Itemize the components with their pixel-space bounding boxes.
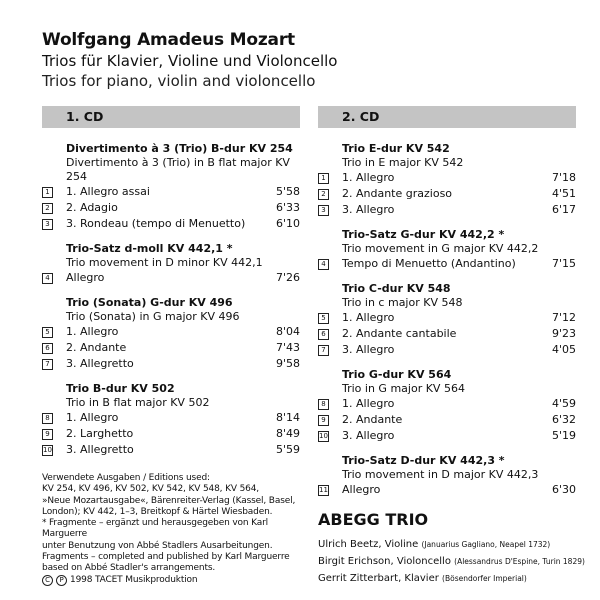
cd2-works [318,142,576,498]
work-title: Trio (Sonata) G-dur KV 496 [66,296,233,309]
track-row [42,184,300,200]
track-duration: 7'15 [551,257,576,270]
work-title: Trio C-dur KV 548 [342,282,451,295]
cd1-column [42,106,300,458]
work-title: Trio E-dur KV 542 [342,142,450,155]
track-number-box: 6 [318,329,329,340]
work-group [42,296,300,372]
notes-line: unter Benutzung von Abbé Stadlers Ausarbeitungen. [42,540,273,551]
track-row [42,442,300,458]
track-duration: 8'14 [275,411,300,424]
work-title: Trio B-dur KV 502 [66,382,175,395]
track-title: Allegro [342,483,381,496]
track-title: 1. Allegro [66,325,119,338]
track-title: Tempo di Menuetto (Andantino) [342,257,516,270]
track-title: 1. Allegro [342,171,395,184]
player-line [318,570,588,587]
track-title: 2. Adagio [66,201,118,214]
work-title: Divertimento à 3 (Trio) B-dur KV 254 [66,142,293,155]
track-number-box: 5 [318,313,329,324]
work-title: Trio-Satz D-dur KV 442,3 * [342,454,505,467]
track-row [318,482,576,498]
track-number-box: 1 [318,173,329,184]
track-title: 2. Andante grazioso [342,187,453,200]
track-duration: 7'12 [551,311,576,324]
track-duration: 8'04 [275,325,300,338]
notes-line: Fragments – completed and published by Karl Marguerre [42,552,290,563]
track-duration: 4'59 [551,397,576,410]
track-number-box: 6 [42,343,53,354]
work-title: Trio G-dur KV 564 [342,368,452,381]
player-name: Ulrich Beetz, Violine [318,539,419,550]
cd2-column [318,106,576,498]
notes-line: KV 254, KV 496, KV 502, KV 542, KV 548, KV 564, [42,484,260,495]
work-group [318,228,576,272]
track-row [42,410,300,426]
track-duration: 6'33 [275,201,300,214]
track-duration: 7'18 [551,171,576,184]
track-row [42,426,300,442]
track-title: 3. Allegretto [66,357,134,370]
track-row [318,342,576,358]
work-subtitle: Trio in G major KV 564 [342,382,465,395]
track-number-box: 9 [318,415,329,426]
track-number-box: 2 [318,189,329,200]
track-title: 2. Andante [66,341,127,354]
track-duration: 5'59 [275,443,300,456]
composer-name: Wolfgang Amadeus Mozart [42,30,295,50]
work-group [42,382,300,458]
track-duration: 4'51 [551,187,576,200]
phonogram-icon: P [56,575,67,586]
track-duration: 6'32 [551,413,576,426]
track-number-box: 9 [42,429,53,440]
cd1-label: 1. CD [42,106,300,128]
track-number-box: 4 [42,273,53,284]
notes-line: »Neue Mozartausgabe«, Bärenreiter-Verlag (Kassel, Basel, [42,495,296,506]
track-title: 3. Allegro [342,429,395,442]
track-number-box: 10 [319,432,328,440]
track-duration: 4'05 [551,343,576,356]
track-row [42,324,300,340]
work-group [318,142,576,218]
notes-line: based on Abbé Stadler's arrangements. [42,563,216,574]
track-title: 2. Andante [342,413,403,426]
work-group [42,142,300,232]
work-group [42,242,300,286]
track-number-box: 5 [42,327,53,338]
track-title: 3. Allegro [342,343,395,356]
track-row [318,428,576,444]
ensemble-name: ABEGG TRIO [318,510,429,529]
notes-line: London); KV 442, 1–3, Breitkopf & Härtel Wiesbaden. [42,506,273,517]
track-row [318,202,576,218]
track-duration: 6'17 [551,203,576,216]
work-subtitle: Trio movement in D major KV 442,3 [342,468,539,481]
work-subtitle: Trio in B flat major KV 502 [66,396,210,409]
track-number-box: 10 [43,446,52,454]
track-duration: 5'58 [275,185,300,198]
cd1-works [42,142,300,458]
track-number-box: 8 [42,413,53,424]
track-duration: 8'49 [275,427,300,440]
track-number-box: 7 [318,345,329,356]
track-number-box: 4 [318,259,329,270]
player-line [318,553,588,570]
track-row [318,396,576,412]
track-row [318,310,576,326]
track-title: 3. Rondeau (tempo di Menuetto) [66,217,246,230]
track-duration: 6'10 [275,217,300,230]
track-row [318,186,576,202]
track-number-box: 2 [42,203,53,214]
track-row [42,200,300,216]
track-title: 3. Allegretto [66,443,134,456]
subtitle-english: Trios for piano, violin and violoncello [42,72,316,90]
track-row [42,270,300,286]
track-title: 1. Allegro assai [66,185,150,198]
track-row [42,340,300,356]
instrument-note: (Alessandrus D'Espine, Turin 1829) [454,557,585,566]
track-title: 1. Allegro [66,411,119,424]
player-line [318,536,588,553]
track-duration: 9'23 [551,327,576,340]
copyright-text: 1998 TACET Musikproduktion [70,574,198,585]
track-number-box: 3 [318,205,329,216]
work-group [318,368,576,444]
player-name: Gerrit Zitterbart, Klavier [318,573,439,584]
track-number-box: 1 [42,187,53,198]
work-subtitle: Trio in c major KV 548 [342,296,463,309]
edition-notes [42,473,302,586]
work-group [318,454,576,498]
track-number-box: 8 [318,399,329,410]
copyright-icon: C [42,575,53,586]
track-title: 2. Andante cantabile [342,327,457,340]
instrument-note: (Bösendorfer Imperial) [442,574,527,583]
work-subtitle: Trio movement in G major KV 442,2 [342,242,539,255]
track-row [318,412,576,428]
work-title: Trio-Satz d-moll KV 442,1 * [66,242,233,255]
instrument-note: (Januarius Gagliano, Neapel 1732) [421,540,551,549]
track-title: 1. Allegro [342,311,395,324]
track-duration: 6'30 [551,483,576,496]
work-subtitle: Trio movement in D minor KV 442,1 [66,256,263,269]
track-duration: 5'19 [551,429,576,442]
notes-line: * Fragmente – ergänzt und herausgegeben von Karl Marguerre [42,518,269,540]
track-number-box: 7 [42,359,53,370]
header [42,30,337,91]
track-row [318,170,576,186]
cd2-label: 2. CD [318,106,576,128]
track-title: Allegro [66,271,105,284]
track-title: 2. Larghetto [66,427,134,440]
subtitle-german: Trios für Klavier, Violine und Violoncello [42,52,338,70]
notes-line: Verwendete Ausgaben / Editions used: [42,473,210,483]
track-duration: 7'43 [275,341,300,354]
track-row [42,216,300,232]
track-title: 3. Allegro [342,203,395,216]
work-subtitle: Trio in E major KV 542 [342,156,464,169]
ensemble-block [318,510,588,587]
track-row [318,256,576,272]
track-number-box: 11 [319,486,328,494]
work-subtitle: Trio (Sonata) in G major KV 496 [66,310,240,323]
track-row [42,356,300,372]
track-row [318,326,576,342]
track-number-box: 3 [42,219,53,230]
track-title: 1. Allegro [342,397,395,410]
work-title: Trio-Satz G-dur KV 442,2 * [342,228,505,241]
track-duration: 7'26 [275,271,300,284]
player-name: Birgit Erichson, Violoncello [318,556,451,567]
work-group [318,282,576,358]
track-duration: 9'58 [275,357,300,370]
work-subtitle: Divertimento à 3 (Trio) in B flat major KV 254 [66,156,290,183]
copyright-line [42,575,197,586]
